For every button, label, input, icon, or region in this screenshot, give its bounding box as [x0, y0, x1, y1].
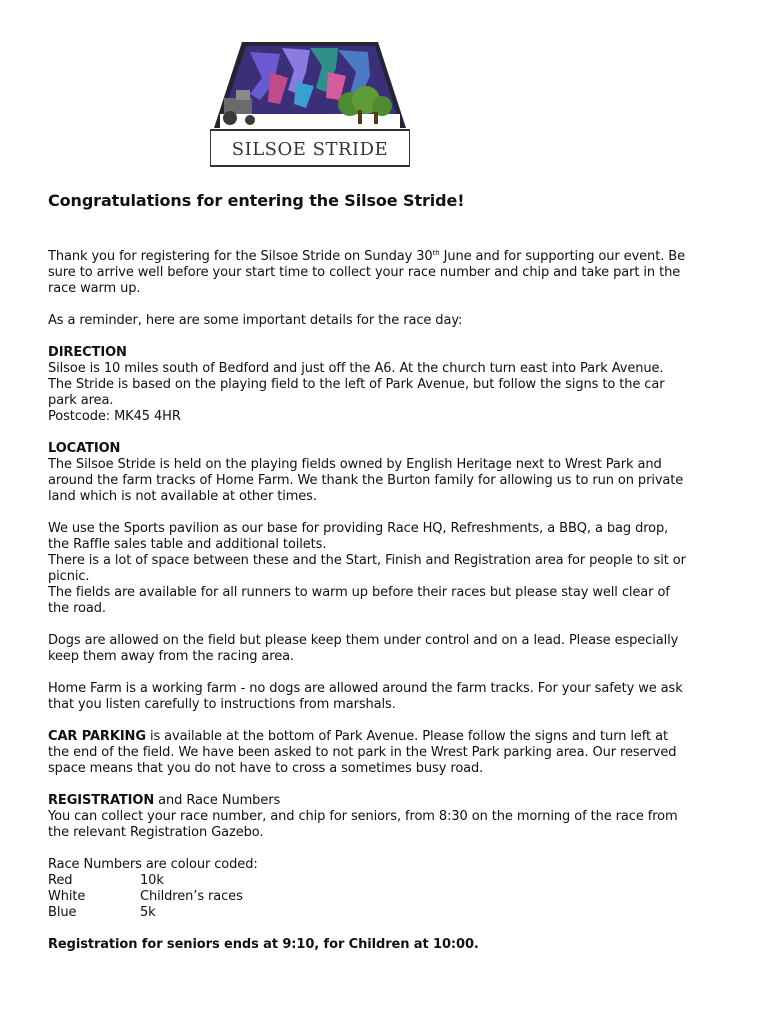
race-number-row [48, 905, 688, 921]
registration-section [48, 793, 688, 841]
registration-heading-line [48, 793, 688, 809]
silsoe-stride-logo [210, 42, 410, 168]
facilities-line-3: The fields are available for all runners to warm up before their races but please stay well clear of the road. [48, 585, 670, 616]
letter-body [48, 191, 688, 953]
race-number-row [48, 873, 688, 889]
race-number-row [48, 889, 688, 905]
race-colour: White [48, 889, 86, 904]
race-name: Children’s races [140, 889, 243, 904]
location-section [48, 441, 688, 505]
page-title: Congratulations for entering the Silsoe Stride! [48, 191, 465, 210]
car-parking-text: is available at the bottom of Park Avenue. Please follow the signs and turn left at the end of the field. We have been asked to not park in the Wrest Park parking area. Our reserved space means that you do not have to cross a sometimes busy road. [48, 729, 677, 776]
facilities-section [48, 521, 688, 617]
closing-note: Registration for seniors ends at 9:10, for Children at 10:00. [48, 937, 479, 952]
intro-text-end: June and for supporting our event. Be sure to arrive well before your start time to collect your race number and chip and take part in the race warm up. [48, 249, 685, 296]
location-text: The Silsoe Stride is held on the playing fields owned by English Heritage next to Wrest Park and around the farm tracks of Home Farm. We thank the Burton family for allowing us to run on private land which is not available at other times. [48, 457, 684, 504]
direction-text: Silsoe is 10 miles south of Bedford and just off the A6. At the church turn east into Park Avenue. The Stride is based on the playing field to the left of Park Avenue, but follow the signs to the car park area. [48, 361, 665, 408]
registration-heading-rest: and Race Numbers [154, 793, 281, 808]
logo-text: SILSOE STRIDE [231, 139, 389, 160]
dogs-paragraph: Dogs are allowed on the field but please keep them under control and on a lead. Please especially keep them away from the racing area. [48, 633, 679, 664]
race-numbers-section [48, 857, 688, 921]
race-name: 5k [140, 905, 156, 920]
direction-section [48, 345, 688, 425]
race-name: 10k [140, 873, 164, 888]
intro-text-start: Thank you for registering for the Silsoe Stride on Sunday 30 [48, 249, 433, 264]
location-heading: LOCATION [48, 441, 121, 456]
race-colour: Blue [48, 905, 77, 920]
facilities-line-2: There is a lot of space between these and the Start, Finish and Registration area for people to sit or picnic. [48, 553, 686, 584]
race-colour: Red [48, 873, 73, 888]
direction-heading: DIRECTION [48, 345, 127, 360]
home-farm-paragraph: Home Farm is a working farm - no dogs are allowed around the farm tracks. For your safety we ask that you listen carefully to instructions from marshals. [48, 681, 683, 712]
registration-heading: REGISTRATION [48, 793, 155, 808]
car-parking-paragraph [48, 729, 688, 777]
postcode-text: Postcode: MK45 4HR [48, 409, 181, 424]
registration-text: You can collect your race number, and chip for seniors, from 8:30 on the morning of the race from the relevant Registration Gazebo. [48, 809, 678, 840]
reminder-paragraph: As a reminder, here are some important details for the race day: [48, 313, 463, 328]
intro-paragraph [48, 249, 688, 297]
race-numbers-heading: Race Numbers are colour coded: [48, 857, 258, 872]
intro-superscript: th [432, 249, 440, 257]
car-parking-heading: CAR PARKING [48, 729, 146, 744]
facilities-line-1: We use the Sports pavilion as our base for providing Race HQ, Refreshments, a BBQ, a bag drop, the Raffle sales table and additional toilets. [48, 521, 669, 552]
